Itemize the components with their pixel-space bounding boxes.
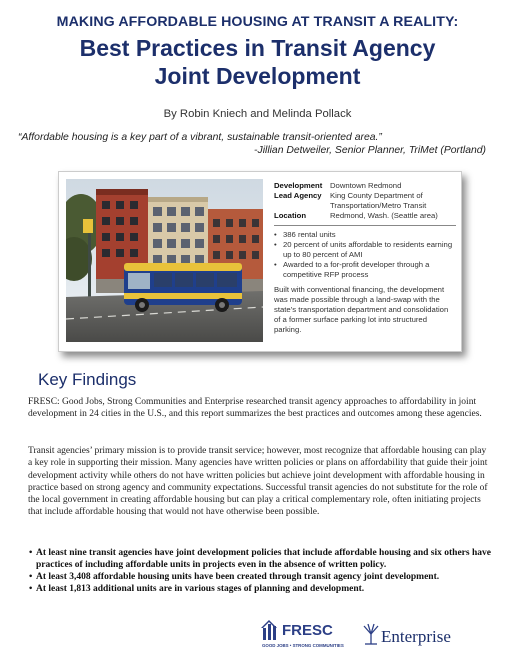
location-value: Redmond, Wash. (Seattle area) <box>330 211 438 220</box>
location-label: Location <box>274 211 307 220</box>
lead-agency-row <box>274 191 456 211</box>
title-line-2: Joint Development <box>154 63 361 89</box>
findings-paragraph-1: FRESC: Good Jobs, Strong Communities and Enterprise researched transit agency approaches to affordability in joint development in 24 cities in the U.S., and this report summarizes the best practices and outcomes among these agencies. <box>28 397 482 420</box>
case-study-details <box>274 181 456 335</box>
case-study-card <box>58 171 462 352</box>
quote-text: “Affordable housing is a key part of a vibrant, sustainable transit-oriented area.” <box>18 132 382 143</box>
byline: By Robin Kniech and Melinda Pollack <box>163 108 352 120</box>
findings-paragraph-2: Transit agencies’ primary mission is to provide transit service; however, most recognize that affordable housing can play a key role in supporting their mission. Many agencies have written policies or plans on affordability that guide their joint development activity while others do not have written policies but achieve joint development with affordable housing in practice based on strong agency and community expectations. Successful transit agencies do not substitute for the role of the local government in creating affordable housing but can play a critical complementary role, often initiating projects that include affordable housing that would not have otherwise been possible. <box>28 446 488 518</box>
key-findings-heading: Key Findings <box>38 370 137 389</box>
lead-agency-value: King County Department of Transportation/Metro Transit <box>330 191 427 210</box>
kicker-heading: MAKING AFFORDABLE HOUSING AT TRANSIT A REALITY: <box>56 14 459 30</box>
fact-item: • 386 rental units <box>274 230 456 240</box>
fresc-logo-text: FRESC <box>282 622 333 639</box>
facts-list <box>274 230 456 280</box>
financing-note: Built with conventional financing, the development was made possible through a land-swap with the state’s transportation department and consolidation of a former surface parking lot into structured parking. <box>274 285 449 334</box>
fresc-tagline: GOOD JOBS • STRONG COMMUNITIES <box>262 643 344 648</box>
finding-bullet: • At least nine transit agencies have joint development policies that include affordable housing and six others have practices of including affordable units in projects even in the absence of written policy. <box>29 547 491 571</box>
development-value: Downtown Redmond <box>330 181 402 190</box>
enterprise-logo-text: Enterprise <box>381 627 451 646</box>
quote-attribution: -Jillian Detweiler, Senior Planner, TriMet (Portland) <box>254 145 486 156</box>
fact-item: • 20 percent of units affordable to residents earning up to 80 percent of AMI <box>274 240 456 260</box>
lead-agency-label: Lead Agency <box>274 191 322 200</box>
title-line-1: Best Practices in Transit Agency <box>79 35 436 61</box>
fact-item: • Awarded to a for-profit developer through a competitive RFP process <box>274 260 456 280</box>
page-title <box>0 34 515 90</box>
findings-bullets <box>29 547 491 595</box>
location-row <box>274 211 456 221</box>
redmond-photo <box>66 179 263 342</box>
finding-bullet: • At least 1,813 additional units are in various stages of planning and development. <box>29 583 491 595</box>
development-row <box>274 181 456 191</box>
finding-bullet: • At least 3,408 affordable housing units have been created through transit agency joint development. <box>29 571 491 583</box>
pull-quote <box>18 131 498 157</box>
development-label: Development <box>274 181 323 190</box>
divider <box>274 225 456 226</box>
